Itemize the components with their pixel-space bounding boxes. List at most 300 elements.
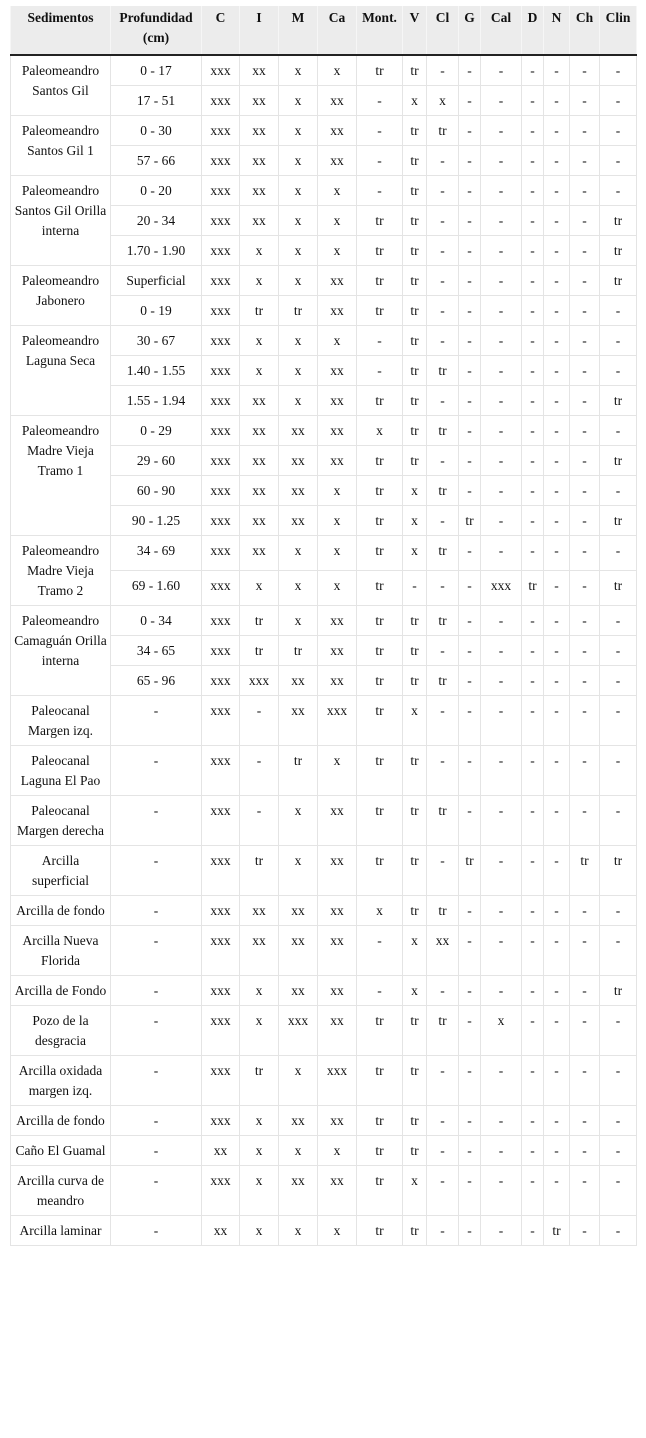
mineral-cell: x xyxy=(403,1166,427,1216)
mineral-cell: tr xyxy=(600,571,637,606)
depth-cell: 0 - 29 xyxy=(111,416,202,446)
depth-cell: 1.70 - 1.90 xyxy=(111,236,202,266)
mineral-cell: - xyxy=(570,1166,600,1216)
mineral-cell: - xyxy=(481,1216,522,1246)
mineral-cell: - xyxy=(522,416,544,446)
mineral-cell: xxx xyxy=(202,1006,240,1056)
mineral-cell: xxx xyxy=(202,416,240,446)
mineral-cell: xxx xyxy=(202,1106,240,1136)
mineral-cell: - xyxy=(600,1106,637,1136)
mineral-cell: - xyxy=(427,1136,459,1166)
mineral-cell: tr xyxy=(600,846,637,896)
column-header: I xyxy=(240,6,279,55)
sediment-cell: Paleocanal Margen derecha xyxy=(11,796,111,846)
mineral-cell: - xyxy=(600,476,637,506)
depth-cell: - xyxy=(111,896,202,926)
mineral-cell: xxx xyxy=(202,146,240,176)
table-row xyxy=(11,846,637,896)
mineral-cell: - xyxy=(357,176,403,206)
mineral-cell: - xyxy=(570,796,600,846)
mineral-cell: x xyxy=(240,1136,279,1166)
mineral-cell: - xyxy=(459,86,481,116)
mineral-cell: xx xyxy=(318,976,357,1006)
mineral-cell: xx xyxy=(240,506,279,536)
mineral-cell: xx xyxy=(240,896,279,926)
mineral-cell: - xyxy=(544,146,570,176)
mineral-cell: - xyxy=(481,356,522,386)
mineral-cell: tr xyxy=(600,206,637,236)
mineral-cell: - xyxy=(544,506,570,536)
mineral-cell: - xyxy=(481,606,522,636)
mineral-cell: tr xyxy=(357,1216,403,1246)
mineral-cell: - xyxy=(240,796,279,846)
mineral-cell: tr xyxy=(403,896,427,926)
mineral-cell: - xyxy=(600,1216,637,1246)
mineral-cell: x xyxy=(279,536,318,571)
depth-cell: - xyxy=(111,1006,202,1056)
mineral-cell: - xyxy=(544,1136,570,1166)
mineral-cell: xx xyxy=(240,926,279,976)
table-row xyxy=(11,326,637,356)
mineral-cell: tr xyxy=(427,356,459,386)
mineral-cell: - xyxy=(544,296,570,326)
mineral-cell: - xyxy=(544,356,570,386)
mineral-cell: - xyxy=(600,176,637,206)
mineral-cell: xx xyxy=(318,356,357,386)
mineral-cell: xxx xyxy=(481,571,522,606)
mineral-cell: tr xyxy=(357,606,403,636)
mineral-cell: - xyxy=(544,476,570,506)
mineral-cell: - xyxy=(459,926,481,976)
table-row xyxy=(11,746,637,796)
mineral-cell: xxx xyxy=(318,1056,357,1106)
mineral-cell: tr xyxy=(600,976,637,1006)
mineral-cell: - xyxy=(544,86,570,116)
mineral-cell: - xyxy=(522,146,544,176)
mineral-cell: x xyxy=(279,266,318,296)
mineral-cell: x xyxy=(318,206,357,236)
mineral-cell: - xyxy=(427,266,459,296)
mineral-cell: xx xyxy=(318,896,357,926)
mineral-cell: - xyxy=(427,176,459,206)
depth-cell: 1.40 - 1.55 xyxy=(111,356,202,386)
mineral-cell: - xyxy=(357,926,403,976)
mineral-cell: xx xyxy=(240,476,279,506)
mineral-cell: xx xyxy=(318,846,357,896)
mineral-cell: - xyxy=(544,926,570,976)
mineral-cell: xxx xyxy=(202,356,240,386)
mineral-cell: x xyxy=(318,176,357,206)
mineral-cell: x xyxy=(240,1166,279,1216)
depth-cell: 0 - 34 xyxy=(111,606,202,636)
mineral-cell: - xyxy=(481,1136,522,1166)
mineral-cell: - xyxy=(481,206,522,236)
mineral-cell: - xyxy=(544,896,570,926)
mineral-cell: - xyxy=(481,116,522,146)
table-row xyxy=(11,1006,637,1056)
mineral-cell: xx xyxy=(318,266,357,296)
mineral-cell: xx xyxy=(240,536,279,571)
sediment-cell: Paleocanal Margen izq. xyxy=(11,696,111,746)
mineral-cell: x xyxy=(318,236,357,266)
mineral-cell: - xyxy=(570,236,600,266)
mineral-cell: x xyxy=(357,416,403,446)
mineral-cell: - xyxy=(481,796,522,846)
sediment-cell: Arcilla curva de meandro xyxy=(11,1166,111,1216)
mineral-cell: x xyxy=(318,1136,357,1166)
mineral-cell: - xyxy=(570,976,600,1006)
mineral-cell: - xyxy=(570,356,600,386)
mineral-cell: xxx xyxy=(202,386,240,416)
mineral-cell: xxx xyxy=(202,606,240,636)
sediment-cell: Paleomeandro Madre Vieja Tramo 2 xyxy=(11,536,111,606)
mineral-cell: xx xyxy=(318,1166,357,1216)
mineral-cell: tr xyxy=(459,846,481,896)
mineral-cell: - xyxy=(459,746,481,796)
mineral-cell: tr xyxy=(544,1216,570,1246)
mineral-cell: tr xyxy=(403,1056,427,1106)
mineral-cell: - xyxy=(570,606,600,636)
mineral-cell: tr xyxy=(357,636,403,666)
mineral-cell: x xyxy=(279,386,318,416)
mineral-cell: - xyxy=(600,926,637,976)
mineral-cell: - xyxy=(522,606,544,636)
mineral-cell: - xyxy=(600,1166,637,1216)
sediment-cell: Pozo de la desgracia xyxy=(11,1006,111,1056)
mineral-cell: - xyxy=(600,696,637,746)
table-body xyxy=(11,55,637,1246)
mineral-cell: xx xyxy=(318,446,357,476)
mineral-cell: - xyxy=(570,636,600,666)
mineral-cell: x xyxy=(279,846,318,896)
mineral-cell: tr xyxy=(357,746,403,796)
mineral-cell: tr xyxy=(357,506,403,536)
mineralogy-table xyxy=(10,6,637,1246)
table-row xyxy=(11,1136,637,1166)
mineral-cell: tr xyxy=(427,896,459,926)
sediment-cell: Paleomeandro Jabonero xyxy=(11,266,111,326)
mineral-cell: xx xyxy=(318,416,357,446)
sediment-cell: Arcilla oxidada margen izq. xyxy=(11,1056,111,1106)
mineral-cell: x xyxy=(240,976,279,1006)
mineral-cell: - xyxy=(544,176,570,206)
mineral-cell: - xyxy=(459,176,481,206)
mineral-cell: - xyxy=(427,386,459,416)
mineral-cell: tr xyxy=(403,416,427,446)
mineral-cell: xx xyxy=(318,926,357,976)
depth-cell: - xyxy=(111,1216,202,1246)
column-header: Profundidad (cm) xyxy=(111,6,202,55)
mineral-cell: x xyxy=(318,536,357,571)
mineral-cell: tr xyxy=(279,636,318,666)
mineral-cell: xxx xyxy=(202,636,240,666)
mineral-cell: - xyxy=(544,536,570,571)
mineral-cell: - xyxy=(357,976,403,1006)
sediment-cell: Paleomeandro Camaguán Orilla interna xyxy=(11,606,111,696)
column-header: Clin xyxy=(600,6,637,55)
column-header: Ca xyxy=(318,6,357,55)
mineral-cell: - xyxy=(600,416,637,446)
sediment-cell: Paleocanal Laguna El Pao xyxy=(11,746,111,796)
mineral-cell: - xyxy=(570,506,600,536)
mineral-cell: xx xyxy=(427,926,459,976)
mineral-cell: - xyxy=(522,696,544,746)
mineral-cell: - xyxy=(522,86,544,116)
mineral-cell: xxx xyxy=(202,796,240,846)
mineral-cell: xx xyxy=(240,146,279,176)
mineral-cell: - xyxy=(481,446,522,476)
column-header: C xyxy=(202,6,240,55)
mineral-cell: tr xyxy=(357,266,403,296)
mineral-cell: xx xyxy=(240,176,279,206)
mineral-cell: - xyxy=(522,386,544,416)
mineral-cell: - xyxy=(570,116,600,146)
mineral-cell: - xyxy=(544,1106,570,1136)
mineral-cell: xx xyxy=(318,296,357,326)
depth-cell: 0 - 30 xyxy=(111,116,202,146)
depth-cell: 17 - 51 xyxy=(111,86,202,116)
mineral-cell: - xyxy=(427,976,459,1006)
mineral-cell: - xyxy=(600,55,637,86)
mineral-cell: - xyxy=(459,606,481,636)
mineral-cell: tr xyxy=(357,206,403,236)
column-header: D xyxy=(522,6,544,55)
mineral-cell: - xyxy=(600,356,637,386)
mineral-cell: xx xyxy=(318,636,357,666)
mineral-cell: - xyxy=(357,326,403,356)
table-row xyxy=(11,1216,637,1246)
mineral-cell: - xyxy=(459,1216,481,1246)
mineral-cell: tr xyxy=(403,1216,427,1246)
mineral-cell: x xyxy=(279,1056,318,1106)
mineral-cell: x xyxy=(403,476,427,506)
mineral-cell: - xyxy=(570,476,600,506)
mineral-cell: tr xyxy=(357,446,403,476)
mineral-cell: tr xyxy=(403,176,427,206)
mineral-cell: - xyxy=(459,896,481,926)
mineral-cell: - xyxy=(570,176,600,206)
table-row xyxy=(11,116,637,146)
mineral-cell: - xyxy=(481,326,522,356)
mineral-cell: tr xyxy=(403,606,427,636)
mineral-cell: - xyxy=(522,926,544,976)
mineral-cell: - xyxy=(600,606,637,636)
mineral-cell: tr xyxy=(357,386,403,416)
mineral-cell: - xyxy=(403,571,427,606)
mineral-cell: tr xyxy=(403,236,427,266)
mineral-cell: - xyxy=(481,896,522,926)
mineral-cell: xx xyxy=(318,146,357,176)
mineral-cell: - xyxy=(459,206,481,236)
mineral-cell: tr xyxy=(427,116,459,146)
mineral-cell: xx xyxy=(240,86,279,116)
mineral-cell: tr xyxy=(600,386,637,416)
mineral-cell: - xyxy=(427,206,459,236)
mineral-cell: xxx xyxy=(202,266,240,296)
mineral-cell: xxx xyxy=(202,326,240,356)
mineral-cell: - xyxy=(522,446,544,476)
mineral-cell: x xyxy=(427,86,459,116)
mineral-cell: xx xyxy=(279,1166,318,1216)
depth-cell: - xyxy=(111,696,202,746)
mineral-cell: - xyxy=(459,1136,481,1166)
mineral-cell: xx xyxy=(279,976,318,1006)
mineral-cell: xxx xyxy=(202,236,240,266)
mineral-cell: - xyxy=(522,236,544,266)
mineral-cell: - xyxy=(459,1166,481,1216)
mineral-cell: tr xyxy=(403,1106,427,1136)
mineral-cell: - xyxy=(459,976,481,1006)
table-row xyxy=(11,1106,637,1136)
mineral-cell: - xyxy=(544,1006,570,1056)
mineral-cell: - xyxy=(600,296,637,326)
mineral-cell: - xyxy=(570,536,600,571)
mineral-cell: tr xyxy=(240,1056,279,1106)
depth-cell: Superficial xyxy=(111,266,202,296)
mineral-cell: xx xyxy=(279,416,318,446)
mineral-cell: x xyxy=(240,1106,279,1136)
mineral-cell: xx xyxy=(318,116,357,146)
mineral-cell: xx xyxy=(202,1136,240,1166)
mineral-cell: - xyxy=(600,146,637,176)
mineral-cell: tr xyxy=(357,1056,403,1106)
mineral-cell: tr xyxy=(279,296,318,326)
mineral-cell: - xyxy=(459,356,481,386)
mineral-cell: tr xyxy=(600,446,637,476)
mineral-cell: tr xyxy=(427,796,459,846)
mineral-cell: - xyxy=(544,1056,570,1106)
mineral-cell: x xyxy=(279,146,318,176)
table-row xyxy=(11,1056,637,1106)
column-header: N xyxy=(544,6,570,55)
sediment-cell: Arcilla laminar xyxy=(11,1216,111,1246)
mineral-cell: - xyxy=(481,1166,522,1216)
mineral-cell: - xyxy=(570,571,600,606)
mineral-cell: xxx xyxy=(240,666,279,696)
mineral-cell: - xyxy=(522,846,544,896)
mineral-cell: tr xyxy=(357,796,403,846)
mineral-cell: - xyxy=(481,86,522,116)
mineral-cell: tr xyxy=(240,846,279,896)
depth-cell: 65 - 96 xyxy=(111,666,202,696)
depth-cell: - xyxy=(111,926,202,976)
table-row xyxy=(11,536,637,571)
mineral-cell: - xyxy=(522,326,544,356)
depth-cell: - xyxy=(111,1136,202,1166)
mineral-cell: - xyxy=(570,386,600,416)
mineral-cell: x xyxy=(318,571,357,606)
mineral-cell: - xyxy=(522,1216,544,1246)
mineral-cell: tr xyxy=(403,296,427,326)
mineral-cell: x xyxy=(240,1216,279,1246)
mineral-cell: tr xyxy=(357,1106,403,1136)
depth-cell: - xyxy=(111,1106,202,1136)
mineral-cell: x xyxy=(403,86,427,116)
mineral-cell: tr xyxy=(459,506,481,536)
mineral-cell: x xyxy=(318,746,357,796)
table-row xyxy=(11,926,637,976)
mineral-cell: x xyxy=(279,116,318,146)
mineral-cell: x xyxy=(279,206,318,236)
mineral-cell: - xyxy=(481,506,522,536)
depth-cell: 30 - 67 xyxy=(111,326,202,356)
mineral-cell: tr xyxy=(403,1136,427,1166)
mineral-cell: - xyxy=(570,746,600,796)
mineral-cell: - xyxy=(600,536,637,571)
mineral-cell: - xyxy=(522,1166,544,1216)
mineral-cell: - xyxy=(522,666,544,696)
mineral-cell: - xyxy=(544,266,570,296)
mineral-cell: xxx xyxy=(202,536,240,571)
mineral-cell: - xyxy=(427,326,459,356)
mineral-cell: - xyxy=(600,1136,637,1166)
mineral-cell: tr xyxy=(357,1006,403,1056)
mineral-cell: - xyxy=(522,55,544,86)
mineral-cell: xx xyxy=(318,666,357,696)
mineral-cell: x xyxy=(279,86,318,116)
mineral-cell: - xyxy=(481,536,522,571)
depth-cell: 34 - 69 xyxy=(111,536,202,571)
depth-cell: 20 - 34 xyxy=(111,206,202,236)
mineral-cell: xx xyxy=(318,606,357,636)
mineral-cell: tr xyxy=(403,796,427,846)
depth-cell: 57 - 66 xyxy=(111,146,202,176)
mineral-cell: - xyxy=(544,976,570,1006)
mineral-cell: xxx xyxy=(202,506,240,536)
mineral-cell: - xyxy=(427,55,459,86)
mineral-cell: xx xyxy=(240,116,279,146)
mineral-cell: - xyxy=(481,666,522,696)
mineral-cell: - xyxy=(481,55,522,86)
mineral-cell: x xyxy=(240,266,279,296)
mineral-cell: - xyxy=(427,696,459,746)
depth-cell: 0 - 17 xyxy=(111,55,202,86)
mineral-cell: xx xyxy=(279,1106,318,1136)
mineral-cell: tr xyxy=(600,266,637,296)
mineral-cell: tr xyxy=(427,606,459,636)
mineral-cell: xxx xyxy=(202,86,240,116)
mineral-cell: xx xyxy=(318,1106,357,1136)
mineral-cell: - xyxy=(522,266,544,296)
mineral-cell: xxx xyxy=(202,55,240,86)
mineral-cell: - xyxy=(459,326,481,356)
mineral-cell: - xyxy=(600,746,637,796)
mineral-cell: - xyxy=(570,55,600,86)
mineral-cell: - xyxy=(357,356,403,386)
mineral-cell: x xyxy=(318,55,357,86)
mineral-cell: tr xyxy=(279,746,318,796)
sediment-cell: Paleomeandro Santos Gil 1 xyxy=(11,116,111,176)
mineral-cell: - xyxy=(570,86,600,116)
mineral-cell: - xyxy=(481,1106,522,1136)
mineral-cell: - xyxy=(522,356,544,386)
mineral-cell: - xyxy=(600,666,637,696)
mineral-cell: - xyxy=(600,326,637,356)
mineral-cell: - xyxy=(544,571,570,606)
mineral-cell: x xyxy=(279,236,318,266)
mineral-cell: - xyxy=(544,636,570,666)
depth-cell: 0 - 19 xyxy=(111,296,202,326)
mineral-cell: x xyxy=(279,1216,318,1246)
mineral-cell: xxx xyxy=(202,116,240,146)
mineral-cell: - xyxy=(522,1106,544,1136)
mineral-cell: tr xyxy=(357,1166,403,1216)
mineral-cell: - xyxy=(240,696,279,746)
mineral-cell: x xyxy=(357,896,403,926)
mineral-cell: x xyxy=(279,176,318,206)
mineral-cell: xx xyxy=(240,386,279,416)
depth-cell: - xyxy=(111,976,202,1006)
